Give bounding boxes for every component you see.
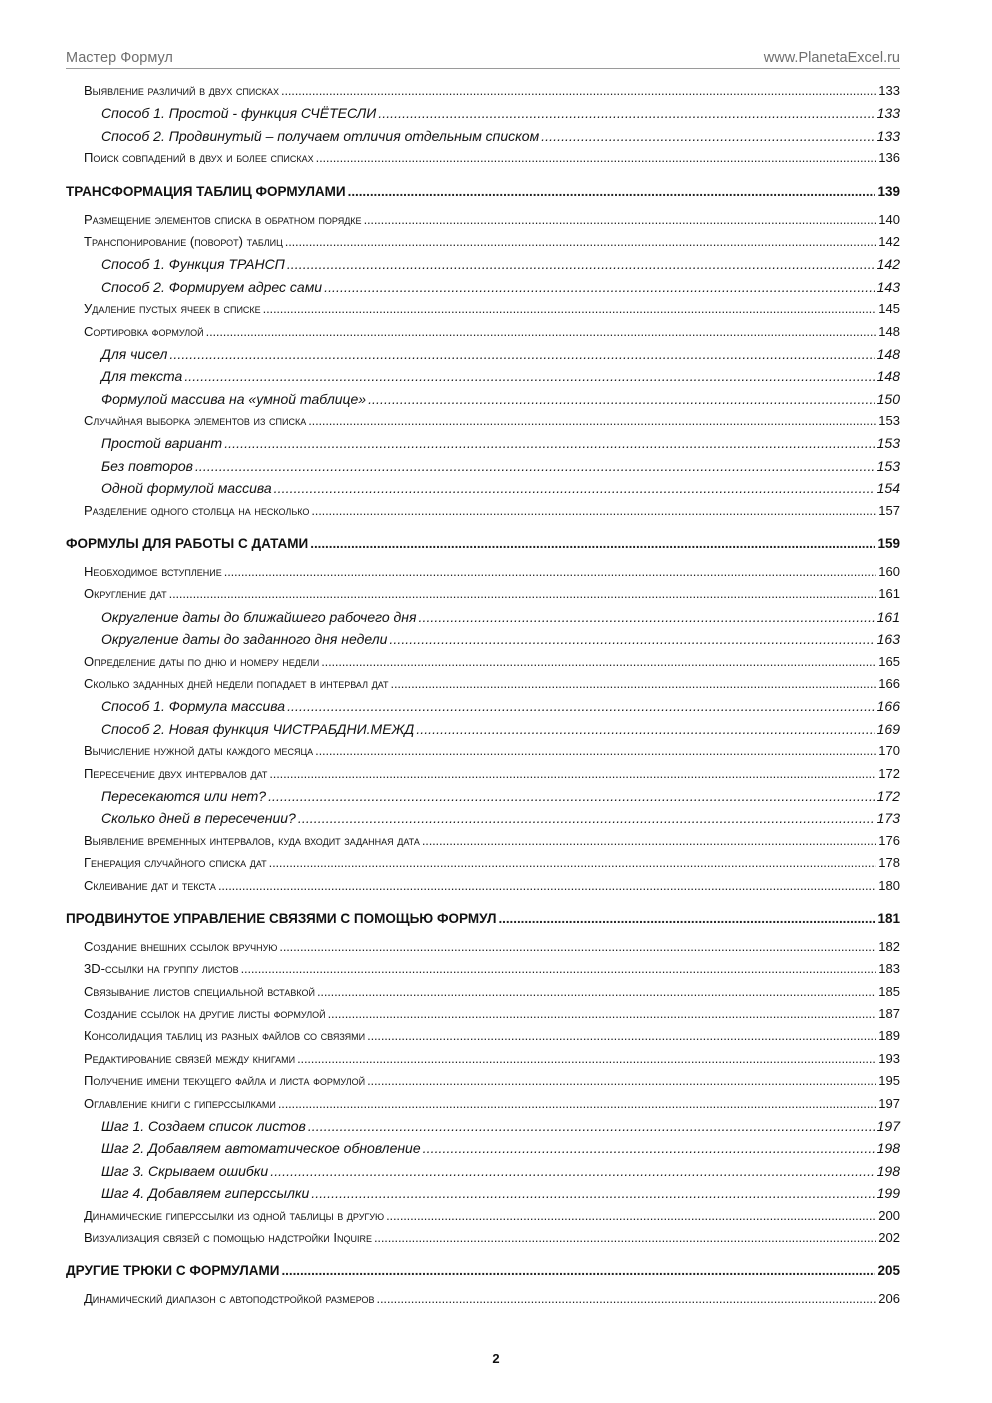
- toc-section[interactable]: [66, 503, 900, 525]
- toc-entry-title: Шаг 3. Скрываем ошибки: [101, 1162, 269, 1179]
- toc-subsection[interactable]: [66, 391, 900, 413]
- toc-section[interactable]: [66, 301, 900, 323]
- toc-entry-title: Формулой массива на «умной таблице»: [101, 390, 367, 407]
- toc-entry-page: 170: [878, 743, 900, 759]
- toc-entry-page: 169: [876, 720, 900, 737]
- toc-subsection[interactable]: [66, 346, 900, 368]
- toc-subsection[interactable]: [66, 721, 900, 743]
- toc-entry-page: 195: [878, 1073, 900, 1089]
- toc-dot-leader: [278, 1096, 876, 1111]
- toc-dot-leader: [269, 766, 876, 781]
- toc-section[interactable]: [66, 1028, 900, 1050]
- page-number: 2: [492, 1351, 500, 1366]
- toc-dot-leader: [374, 1230, 876, 1245]
- toc-entry-title: Создание ссылок на другие листы формулой: [84, 1006, 326, 1022]
- toc-entry-title: Округление даты до ближайшего рабочего дня: [101, 608, 417, 625]
- toc-section[interactable]: [66, 939, 900, 961]
- toc-entry-page: 148: [876, 345, 900, 362]
- toc-entry-title: Сколько заданных дней недели попадает в интервал дат: [84, 675, 389, 691]
- toc-entry-title: Визуализация связей с помощью надстройки Inquire: [84, 1229, 372, 1245]
- toc-dot-leader: [268, 788, 875, 804]
- toc-dot-leader: [364, 212, 877, 227]
- toc-entry-page: 157: [878, 502, 900, 518]
- table-of-contents: [66, 83, 900, 1314]
- toc-dot-leader: [378, 105, 874, 121]
- toc-entry-page: 193: [878, 1050, 900, 1066]
- toc-dot-leader: [169, 586, 877, 601]
- toc-entry-title: Округление дат: [84, 586, 167, 602]
- toc-entry-title: ДРУГИЕ ТРЮКИ С ФОРМУЛАМИ: [66, 1263, 280, 1279]
- toc-dot-leader: [287, 698, 875, 714]
- toc-subsection[interactable]: [66, 458, 900, 480]
- toc-entry-page: 142: [878, 233, 900, 249]
- toc-dot-leader: [367, 1028, 876, 1043]
- toc-entry-title: Шаг 4. Добавляем гиперссылки: [101, 1185, 310, 1202]
- toc-dot-leader: [298, 810, 875, 826]
- toc-entry-title: ТРАНСФОРМАЦИЯ ТАБЛИЦ ФОРМУЛАМИ: [66, 183, 346, 199]
- toc-entry-page: 133: [878, 83, 900, 98]
- toc-entry-title: Шаг 1. Создаем список листов: [101, 1118, 306, 1135]
- toc-dot-leader: [389, 631, 874, 647]
- toc-entry-title: Разделение одного столбца на несколько: [84, 502, 310, 518]
- toc-subsection[interactable]: [66, 1140, 900, 1162]
- toc-entry-title: Склеивание дат и текста: [84, 877, 216, 893]
- toc-entry-title: Способ 1. Функция ТРАНСП: [101, 256, 285, 273]
- toc-dot-leader: [416, 721, 874, 737]
- toc-section[interactable]: [66, 855, 900, 877]
- toc-entry-page: 173: [876, 810, 900, 827]
- toc-entry-title: Связывание листов специальной вставкой: [84, 983, 315, 999]
- toc-section[interactable]: [66, 1291, 900, 1313]
- toc-entry-page: 140: [878, 211, 900, 227]
- toc-section[interactable]: [66, 586, 900, 608]
- toc-section[interactable]: [66, 743, 900, 765]
- toc-entry-title: Сортировка формулой: [84, 323, 204, 339]
- toc-entry-title: Округление даты до заданного дня недели: [101, 631, 388, 648]
- toc-entry-page: 197: [878, 1095, 900, 1111]
- toc-section[interactable]: [66, 324, 900, 346]
- toc-entry-page: 198: [876, 1140, 900, 1157]
- toc-entry-page: 161: [876, 608, 900, 625]
- toc-dot-leader: [224, 564, 877, 579]
- toc-section[interactable]: [66, 234, 900, 256]
- toc-dot-leader: [377, 1291, 877, 1306]
- toc-entry-title: Простой вариант: [101, 435, 223, 452]
- toc-dot-leader: [386, 1208, 876, 1223]
- toc-entry-title: Выявление временных интервалов, куда входит заданная дата: [84, 832, 420, 848]
- toc-section[interactable]: [66, 961, 900, 983]
- toc-entry-page: 136: [878, 150, 900, 166]
- toc-dot-leader: [348, 184, 876, 199]
- toc-dot-leader: [498, 911, 875, 926]
- toc-dot-leader: [297, 1051, 876, 1066]
- toc-entry-title: Для текста: [101, 368, 183, 385]
- toc-entry-page: 178: [878, 855, 900, 871]
- toc-entry-page: 163: [876, 631, 900, 648]
- toc-entry-title: Получение имени текущего файла и листа формулой: [84, 1073, 366, 1089]
- toc-entry-title: Вычисление нужной даты каждого месяца: [84, 743, 314, 759]
- toc-entry-page: 205: [877, 1263, 900, 1279]
- toc-dot-leader: [285, 234, 877, 249]
- toc-subsection[interactable]: [66, 631, 900, 653]
- toc-entry-page: 166: [878, 675, 900, 691]
- toc-section[interactable]: [66, 83, 900, 105]
- toc-entry-title: Динамические гиперссылки из одной таблицы в другую: [84, 1207, 385, 1223]
- toc-entry-page: 145: [878, 301, 900, 317]
- page-header: [66, 48, 900, 69]
- toc-entry-page: 165: [878, 653, 900, 669]
- toc-subsection[interactable]: [66, 105, 900, 127]
- toc-section[interactable]: [66, 413, 900, 435]
- toc-chapter[interactable]: [66, 900, 900, 933]
- toc-chapter[interactable]: [66, 1252, 900, 1285]
- toc-section[interactable]: [66, 150, 900, 172]
- toc-dot-leader: [224, 435, 874, 451]
- toc-section[interactable]: [66, 564, 900, 586]
- toc-section[interactable]: [66, 833, 900, 855]
- toc-dot-leader: [423, 1140, 875, 1156]
- toc-entry-page: 198: [876, 1162, 900, 1179]
- toc-section[interactable]: [66, 766, 900, 788]
- toc-subsection[interactable]: [66, 788, 900, 810]
- toc-entry-title: Для чисел: [101, 345, 168, 362]
- toc-subsection[interactable]: [66, 1118, 900, 1140]
- toc-subsection[interactable]: [66, 256, 900, 278]
- toc-subsection[interactable]: [66, 368, 900, 390]
- toc-dot-leader: [281, 83, 876, 98]
- toc-entry-page: 200: [878, 1207, 900, 1223]
- toc-dot-leader: [422, 833, 876, 848]
- toc-entry-title: Способ 2. Формируем адрес сами: [101, 278, 323, 295]
- toc-entry-page: 181: [877, 910, 900, 926]
- toc-entry-title: Способ 2. Новая функция ЧИСТРАБДНИ.МЕЖД: [101, 720, 415, 737]
- toc-section[interactable]: [66, 984, 900, 1006]
- toc-entry-title: Случайная выборка элементов из списка: [84, 413, 307, 429]
- toc-entry-page: 153: [876, 435, 900, 452]
- toc-dot-leader: [287, 256, 875, 272]
- toc-section[interactable]: [66, 1230, 900, 1252]
- toc-dot-leader: [263, 301, 877, 316]
- toc-entry-page: 148: [878, 323, 900, 339]
- toc-entry-title: Редактирование связей между книгами: [84, 1050, 296, 1066]
- toc-entry-page: 182: [878, 938, 900, 954]
- toc-dot-leader: [324, 279, 875, 295]
- toc-dot-leader: [311, 503, 876, 518]
- toc-dot-leader: [218, 878, 876, 893]
- toc-dot-leader: [315, 743, 876, 758]
- toc-dot-leader: [195, 458, 875, 474]
- toc-entry-title: ПРОДВИНУТОЕ УПРАВЛЕНИЕ СВЯЗЯМИ С ПОМОЩЬЮ ФОРМУЛ: [66, 910, 497, 926]
- toc-entry-title: Оглавление книги с гиперссылками: [84, 1095, 276, 1111]
- toc-entry-title: Без повторов: [101, 457, 193, 474]
- toc-entry-title: ФОРМУЛЫ ДЛЯ РАБОТЫ С ДАТАМИ: [66, 536, 309, 552]
- toc-entry-page: 206: [878, 1291, 900, 1307]
- toc-section[interactable]: [66, 212, 900, 234]
- toc-section[interactable]: [66, 1006, 900, 1028]
- toc-section[interactable]: [66, 654, 900, 676]
- toc-entry-title: Выявление различий в двух списках: [84, 83, 280, 98]
- toc-section[interactable]: [66, 1096, 900, 1118]
- toc-entry-title: Пересекаются или нет?: [101, 787, 267, 804]
- toc-dot-leader: [169, 346, 874, 362]
- toc-entry-page: 159: [877, 536, 900, 552]
- toc-subsection[interactable]: [66, 1163, 900, 1185]
- toc-dot-leader: [270, 1163, 874, 1179]
- toc-dot-leader: [391, 676, 877, 691]
- toc-dot-leader: [368, 391, 875, 407]
- toc-subsection[interactable]: [66, 698, 900, 720]
- toc-entry-page: 133: [876, 105, 900, 122]
- toc-section[interactable]: [66, 1208, 900, 1230]
- toc-entry-page: 199: [876, 1185, 900, 1202]
- toc-dot-leader: [418, 609, 874, 625]
- toc-entry-page: 183: [878, 961, 900, 977]
- toc-entry-page: 176: [878, 832, 900, 848]
- toc-entry-title: Транспонирование (поворот) таблиц: [84, 233, 283, 249]
- toc-subsection[interactable]: [66, 128, 900, 150]
- toc-dot-leader: [321, 654, 876, 669]
- toc-entry-page: 150: [876, 390, 900, 407]
- toc-dot-leader: [206, 324, 877, 339]
- toc-dot-leader: [274, 480, 875, 496]
- toc-chapter[interactable]: [66, 525, 900, 558]
- toc-entry-page: 202: [878, 1229, 900, 1245]
- toc-entry-page: 160: [878, 564, 900, 580]
- toc-entry-page: 180: [878, 877, 900, 893]
- toc-dot-leader: [184, 368, 874, 384]
- toc-entry-page: 197: [876, 1118, 900, 1135]
- toc-entry-title: Одной формулой массива: [101, 480, 272, 497]
- toc-dot-leader: [311, 1185, 874, 1201]
- toc-entry-title: Способ 1. Простой - функция СЧЁТЕСЛИ: [101, 105, 377, 122]
- toc-entry-page: 153: [876, 457, 900, 474]
- toc-dot-leader: [541, 128, 874, 144]
- toc-subsection[interactable]: [66, 1185, 900, 1207]
- toc-chapter[interactable]: [66, 173, 900, 206]
- toc-entry-title: Определение даты по дню и номеру недели: [84, 653, 320, 669]
- toc-dot-leader: [367, 1073, 876, 1088]
- toc-entry-page: 185: [878, 983, 900, 999]
- toc-dot-leader: [308, 1118, 875, 1134]
- toc-entry-page: 148: [876, 368, 900, 385]
- toc-entry-page: 139: [877, 183, 900, 199]
- toc-subsection[interactable]: [66, 810, 900, 832]
- toc-dot-leader: [317, 984, 876, 999]
- toc-entry-title: Генерация случайного списка дат: [84, 855, 267, 871]
- toc-entry-title: Шаг 2. Добавляем автоматическое обновление: [101, 1140, 421, 1157]
- toc-entry-title: Поиск совпадений в двух и более списках: [84, 150, 314, 166]
- toc-entry-title: Способ 2. Продвинутый – получаем отличия отдельным списком: [101, 127, 540, 144]
- toc-entry-page: 143: [876, 278, 900, 295]
- toc-entry-title: Консолидация таблиц из разных файлов со связями: [84, 1028, 366, 1044]
- toc-entry-title: 3D-ссылки на группу листов: [84, 961, 239, 977]
- toc-entry-page: 172: [878, 765, 900, 781]
- toc-entry-page: 166: [876, 698, 900, 715]
- toc-entry-page: 154: [876, 480, 900, 497]
- toc-dot-leader: [328, 1006, 877, 1021]
- toc-subsection[interactable]: [66, 435, 900, 457]
- header-website: www.PlanetaExcel.ru: [763, 50, 900, 66]
- toc-section[interactable]: [66, 1073, 900, 1095]
- toc-subsection[interactable]: [66, 279, 900, 301]
- toc-entry-page: 187: [878, 1006, 900, 1022]
- toc-entry-title: Удаление пустых ячеек в списке: [84, 301, 261, 317]
- toc-entry-page: 133: [876, 127, 900, 144]
- toc-dot-leader: [279, 939, 876, 954]
- toc-entry-page: 172: [876, 787, 900, 804]
- toc-entry-title: Необходимое вступление: [84, 564, 222, 580]
- toc-section[interactable]: [66, 878, 900, 900]
- toc-entry-page: 142: [876, 256, 900, 273]
- toc-dot-leader: [310, 536, 875, 551]
- toc-entry-page: 189: [878, 1028, 900, 1044]
- toc-entry-title: Создание внешних ссылок вручную: [84, 938, 278, 954]
- toc-subsection[interactable]: [66, 480, 900, 502]
- toc-entry-title: Сколько дней в пересечении?: [101, 810, 296, 827]
- toc-entry-page: 153: [878, 413, 900, 429]
- toc-dot-leader: [269, 855, 877, 870]
- header-book-title: Мастер Формул: [66, 50, 173, 66]
- toc-entry-title: Пересечение двух интервалов дат: [84, 765, 268, 781]
- toc-dot-leader: [281, 1263, 875, 1278]
- toc-dot-leader: [308, 413, 876, 428]
- toc-entry-title: Способ 1. Формула массива: [101, 698, 286, 715]
- toc-entry-title: Динамический диапазон с автоподстройкой размеров: [84, 1291, 375, 1307]
- toc-subsection[interactable]: [66, 609, 900, 631]
- toc-dot-leader: [241, 961, 877, 976]
- toc-dot-leader: [316, 150, 877, 165]
- toc-entry-title: Размещение элементов списка в обратном порядке: [84, 211, 362, 227]
- toc-section[interactable]: [66, 676, 900, 698]
- toc-entry-page: 161: [878, 586, 900, 602]
- toc-section[interactable]: [66, 1051, 900, 1073]
